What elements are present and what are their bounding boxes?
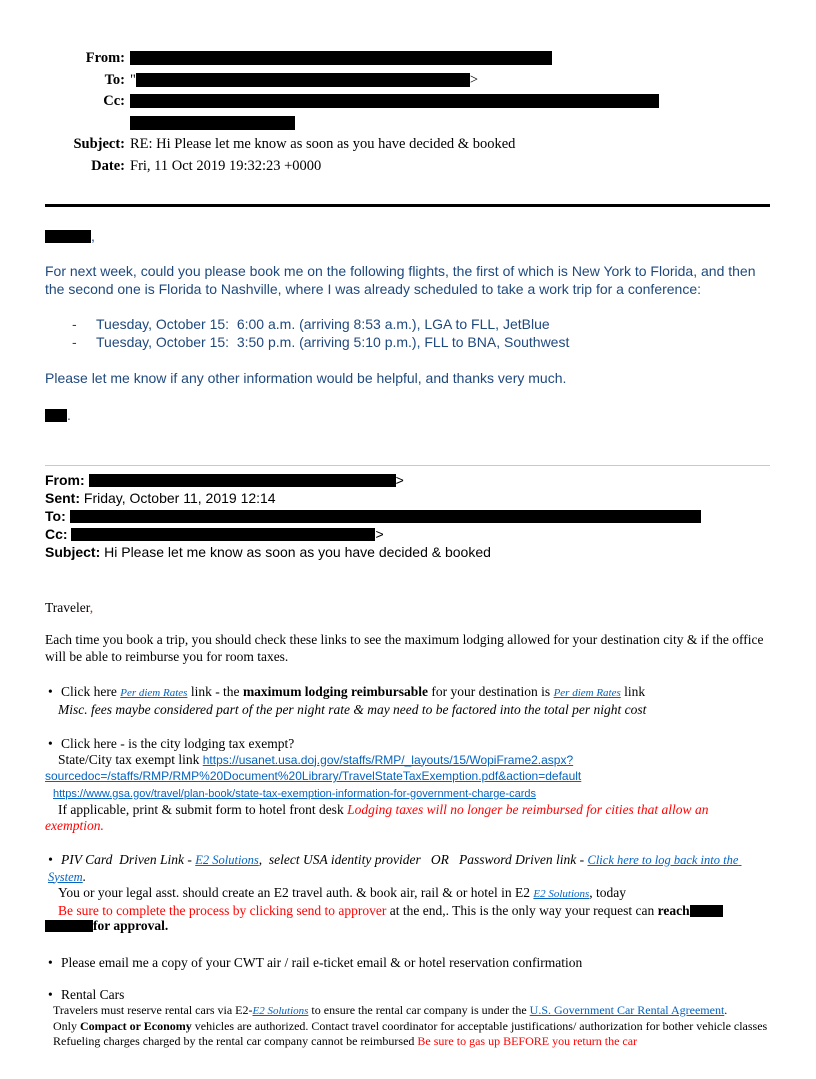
- bullet-e2-login: [48, 852, 770, 885]
- from-value: [130, 48, 552, 70]
- tax-exempt-link-line: [58, 752, 770, 769]
- rental-cars-fuel-line: [53, 1034, 770, 1049]
- quoted-body: [45, 600, 770, 1049]
- from-label: From:: [85, 50, 125, 66]
- doj-tax-exemption-link-part2[interactable]: sourcedoc=/staffs/RMP/RMP%20Document%20Library/TravelStateTaxExemption.pdf&action=default: [45, 769, 582, 783]
- approver-redaction-1: [690, 905, 723, 917]
- reply-salutation: [45, 227, 770, 245]
- e2-solutions-link-1[interactable]: E2 Solutions: [195, 853, 259, 867]
- rental-cars-reserve-line: [53, 1003, 770, 1019]
- to-open-quote: ": [130, 71, 136, 88]
- cc-redaction-2: [130, 116, 295, 130]
- signoff-redaction: [45, 409, 67, 422]
- to-close-bracket: >: [469, 71, 479, 88]
- per-diem-text-1: Click here: [61, 684, 121, 699]
- quoted-from-row: [45, 471, 770, 489]
- e2-solutions-link-3[interactable]: E2 Solutions: [252, 1004, 309, 1017]
- bullet-tax-exempt: [48, 736, 770, 752]
- thin-divider: [45, 465, 770, 466]
- flight-text: Tuesday, October 15: 6:00 a.m. (arriving 8:53 a.m.), LGA to FLL, JetBlue: [96, 316, 550, 332]
- lodging-tax-warning-line2: [45, 818, 770, 834]
- send-to-approver-line: [58, 903, 770, 919]
- per-diem-text-2: link - the: [187, 684, 243, 699]
- bullet-cwt-confirmation: [48, 955, 770, 971]
- quoted-subject-value: Hi Please let me know as soon as you have decided & booked: [104, 544, 491, 560]
- send-to-approver-warning: Be sure to complete the process by clicking send to approver: [58, 902, 387, 918]
- refueling-text: Refueling charges charged by the rental car company cannot be reimbursed: [53, 1033, 418, 1048]
- quoted-cc-label: Cc:: [45, 526, 68, 542]
- for-approval-bold: for approval.: [93, 918, 169, 933]
- to-redaction: [136, 73, 470, 87]
- per-diem-misc-note: Misc. fees maybe considered part of the per night rate & may need to be factored into the total per night cost: [58, 701, 647, 717]
- header-date-row: [45, 156, 770, 178]
- rental-class-text-2: vehicles are authorized. Contact travel coordinator for acceptable justifications/ authorization for bother vehicle classes: [191, 1018, 768, 1033]
- quoted-cc-close: >: [375, 526, 384, 542]
- e2-auth-line: [58, 885, 770, 903]
- doj-tax-exemption-link-part1[interactable]: https://usanet.usa.doj.gov/staffs/RMP/_layouts/15/WopiFrame2.aspx?: [202, 752, 574, 767]
- quoted-to-redaction: [70, 510, 701, 523]
- quoted-sent-label: Sent:: [45, 490, 80, 506]
- lodging-tax-warning-part1: Lodging taxes will no longer be reimbursed for cities that allow an: [347, 802, 709, 817]
- flight-list: [72, 315, 770, 351]
- tax-exempt-link-label: State/City tax exempt link: [58, 751, 203, 767]
- send-to-approver-text: at the end,. This is the only way your request can: [386, 902, 658, 918]
- bullet-icon: •: [48, 954, 53, 970]
- reach-bold: reach: [657, 902, 690, 918]
- quoted-to-row: [45, 507, 770, 525]
- quoted-from-label: From:: [45, 472, 85, 488]
- e2-auth-text-1: You or your legal asst. should create an E2 travel auth. & book air, rail & or hotel in E2: [58, 885, 534, 900]
- piv-card-text: PIV Card Driven Link -: [61, 852, 196, 867]
- subject-label: Subject:: [73, 136, 125, 152]
- header-cc-row: [45, 91, 770, 134]
- header-to-row: [45, 70, 770, 92]
- quoted-subject-label: Subject:: [45, 544, 101, 560]
- quoted-sent-value: Friday, October 11, 2019 12:14: [83, 490, 276, 506]
- reply-signoff: [45, 406, 770, 424]
- max-lodging-bold: maximum lodging reimbursable: [242, 684, 428, 699]
- thick-divider: [45, 204, 770, 207]
- salutation-comma: ,: [91, 228, 95, 244]
- per-diem-text-3: for your destination is: [427, 684, 554, 699]
- flight-item: [72, 333, 770, 351]
- greeting-comma: ,: [89, 600, 94, 615]
- gas-up-warning: Be sure to gas up BEFORE you return the car: [417, 1033, 638, 1048]
- quoted-from-close: >: [395, 472, 404, 488]
- identity-provider-text: , select USA identity provider OR Password Driven link -: [258, 852, 588, 867]
- flight-dash: -: [72, 316, 77, 332]
- doj-link-continuation: [45, 768, 770, 785]
- cc-redaction-1: [130, 94, 659, 108]
- tax-exempt-question: Click here - is the city lodging tax exempt?: [61, 736, 295, 751]
- e2-solutions-link-2[interactable]: E2 Solutions: [533, 888, 590, 900]
- email-header: [45, 48, 770, 177]
- rental-reserve-text-1: Travelers must reserve rental cars via E2-: [53, 1002, 253, 1017]
- quoted-cc-row: [45, 525, 770, 543]
- piv-line-period: .: [82, 868, 87, 884]
- per-diem-text-4: link: [620, 684, 646, 699]
- header-subject-row: [45, 134, 770, 156]
- reply-paragraph-1: For next week, could you please book me on the following flights, the first of which is New York to Florida, and then the second one is Florida to Nashville, where I was already scheduled to take a work trip for a conference:: [45, 263, 760, 297]
- salutation-redaction: [45, 230, 91, 243]
- per-diem-link-1[interactable]: Per diem Rates: [120, 687, 188, 699]
- lodging-tax-warning-part2: exemption.: [45, 817, 104, 833]
- to-label: To:: [104, 71, 125, 88]
- from-redaction: [130, 51, 552, 65]
- subject-value: RE: Hi Please let me know as soon as you have decided & booked: [130, 136, 516, 152]
- gsa-link-line: [53, 785, 770, 803]
- quoted-cc-redaction: [71, 528, 375, 541]
- e2-auth-text-2: , today: [589, 885, 627, 900]
- bullet-icon: •: [48, 852, 53, 867]
- hotel-form-line: [58, 802, 770, 818]
- bullet-rental-cars: [48, 987, 770, 1003]
- bullet-icon: •: [48, 987, 53, 1002]
- header-from-row: [45, 48, 770, 70]
- car-rental-agreement-link[interactable]: U.S. Government Car Rental Agreement: [529, 1002, 725, 1017]
- rental-cars-title: Rental Cars: [61, 987, 125, 1002]
- to-value: [130, 70, 478, 92]
- quoted-from-redaction: [89, 474, 396, 487]
- rental-cars-class-line: [53, 1019, 770, 1034]
- log-back-in-link[interactable]: Click here to log back into the System: [48, 853, 742, 884]
- reply-paragraph-2: Please let me know if any other information would be helpful, and thanks very much.: [45, 370, 567, 386]
- cc-label: Cc:: [103, 93, 125, 109]
- bullet-per-diem: [48, 684, 770, 702]
- compact-economy-bold: Compact or Economy: [80, 1018, 192, 1033]
- signoff-period: .: [67, 407, 71, 423]
- cwt-confirmation-text: Please email me a copy of your CWT air / rail e-ticket email & or hotel reservation confirmation: [61, 954, 583, 970]
- flight-item: [72, 315, 770, 333]
- flight-text: Tuesday, October 15: 3:50 p.m. (arriving 5:10 p.m.), FLL to BNA, Southwest: [96, 334, 570, 350]
- rental-reserve-period: .: [724, 1002, 728, 1017]
- quoted-intro: Each time you book a trip, you should check these links to see the maximum lodging allowed for your destination city & if the office will be able to reimburse you for room taxes.: [45, 632, 767, 664]
- gsa-tax-exemption-link[interactable]: https://www.gsa.gov/travel/plan-book/state-tax-exemption-information-for-government-charge-cards: [53, 787, 536, 800]
- greeting-text: Traveler: [45, 600, 90, 615]
- cc-value: [130, 91, 659, 134]
- quoted-to-label: To:: [45, 508, 66, 524]
- flight-dash: -: [72, 334, 77, 350]
- rental-reserve-text-2: to ensure the rental car company is under the: [308, 1002, 530, 1017]
- for-approval-line: [45, 918, 770, 934]
- per-diem-link-2[interactable]: Per diem Rates: [553, 687, 621, 699]
- date-label: Date:: [91, 157, 125, 174]
- hotel-form-text: If applicable, print & submit form to hotel front desk: [58, 802, 348, 817]
- reply-body: [45, 227, 770, 424]
- bullet-icon: •: [48, 736, 53, 751]
- quoted-subject-row: [45, 543, 770, 561]
- quoted-header: [45, 471, 770, 561]
- date-value: Fri, 11 Oct 2019 19:32:23 +0000: [130, 157, 322, 174]
- quoted-sent-row: [45, 489, 770, 507]
- bullet-icon: •: [48, 684, 53, 699]
- quoted-greeting: [45, 600, 770, 616]
- approver-redaction-2: [45, 920, 93, 932]
- rental-class-text-1: Only: [53, 1018, 80, 1033]
